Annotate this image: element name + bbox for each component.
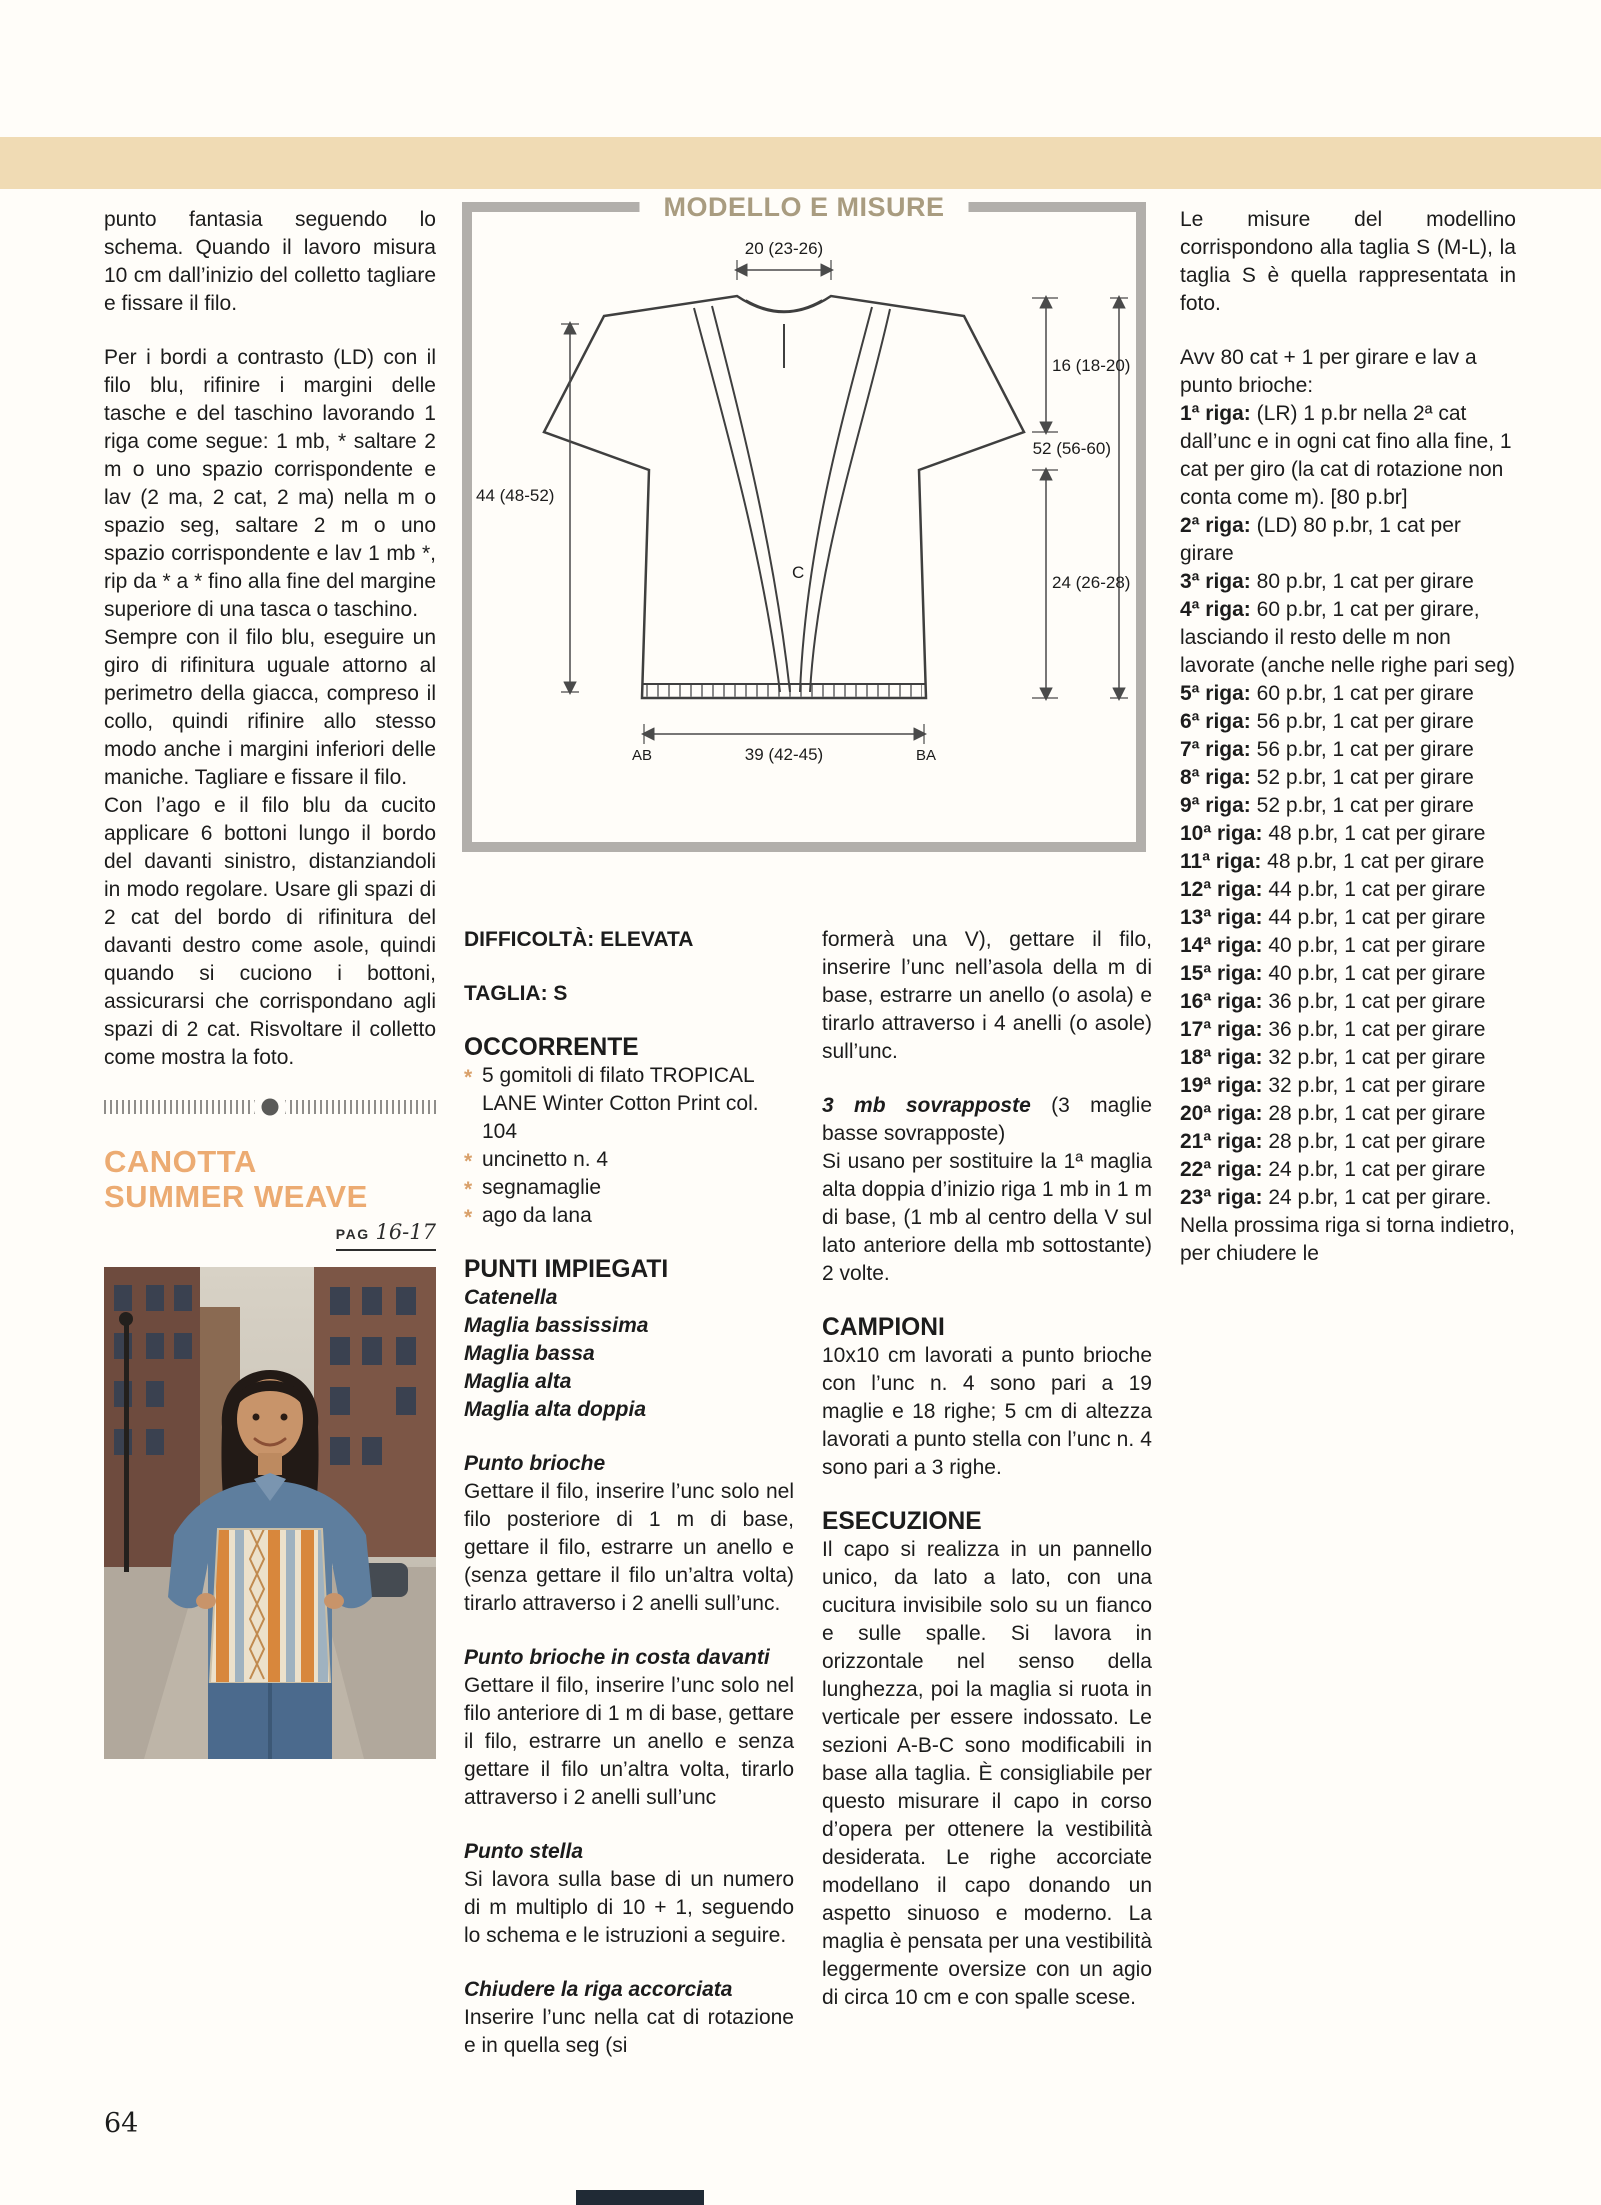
material-item: * 5 gomitoli di filato TROPICAL LANE Winter Cotton Print col. 104	[464, 1062, 794, 1146]
measure-left-label: 44 (48-52)	[476, 486, 555, 505]
row-instruction: 12ª riga: 44 p.br, 1 cat per girare	[1180, 878, 1486, 901]
row-instruction: 3ª riga: 80 p.br, 1 cat per girare	[1180, 570, 1474, 593]
diagram-title: MODELLO E MISURE	[639, 192, 968, 223]
column-3	[822, 926, 1152, 2012]
stitch-item: Maglia bassissima	[464, 1314, 649, 1337]
occorrente-heading: OCCORRENTE	[464, 1034, 639, 1061]
measurement-arrows	[561, 260, 1131, 744]
stitch-section-heading: Punto brioche	[464, 1452, 606, 1475]
pag-number: 16-17	[375, 1220, 436, 1244]
row-instruction: 7ª riga: 56 p.br, 1 cat per girare	[1180, 738, 1474, 761]
column-2	[464, 926, 794, 2060]
continuation-paragraph: formerà una V), gettare il filo, inserire l’unc nell’asola della m di base, estrarre un anello (o asola) e tirarlo attraverso i 4 anelli (o asole) sull’unc.	[822, 928, 1152, 1063]
paragraph: punto fantasia seguendo lo schema. Quando il lavoro misura 10 cm dall’inizio del colletto tagliare e fissare il filo.	[104, 208, 436, 315]
sovrapposte-body: Si usano per sostituire la 1ª maglia alta doppia d’inizio riga 1 mb in 1 m di base, (1 mb al centro della V sul lato anteriore della mb sottostante) 2 volte.	[822, 1150, 1152, 1285]
row-instruction: 2ª riga: (LD) 80 p.br, 1 cat per girare	[1180, 514, 1461, 565]
divider-dot	[262, 1099, 279, 1116]
row-instruction: 19ª riga: 32 p.br, 1 cat per girare	[1180, 1074, 1486, 1097]
section-c-label: C	[792, 563, 805, 582]
row-instruction: 16ª riga: 36 p.br, 1 cat per girare	[1180, 990, 1486, 1013]
bottom-page-bar	[576, 2190, 704, 2205]
stitch-section-body: Inserire l’unc nella cat di rotazione e in quella seg (si	[464, 2006, 794, 2057]
row-instruction: 10ª riga: 48 p.br, 1 cat per girare	[1180, 822, 1486, 845]
section-ab-label: AB	[631, 747, 653, 764]
row-instruction: 5ª riga: 60 p.br, 1 cat per girare	[1180, 682, 1474, 705]
measure-bottom-label: 39 (42-45)	[744, 745, 824, 764]
paragraph: Con l’ago e il filo blu da cucito applicare 6 bottoni lungo il bordo del davanti sinistro, distanziandoli in modo regolare. Usare gli spazi di 2 cat del bordo di rifinitura del davanti destro come asole, quindi quando si cuciono i bottoni, assicurarsi che corrispondano agli spazi di 2 cat. Risvoltare il colletto come mostra la foto.	[104, 794, 436, 1069]
sizes-intro: Le misure del modellino corrispondono alla taglia S (M-L), la taglia S è quella rappresentata in foto.	[1180, 208, 1516, 315]
measure-right-full-label: 52 (56-60)	[1032, 439, 1111, 458]
row-instructions	[1180, 400, 1516, 1212]
row-instruction: 18ª riga: 32 p.br, 1 cat per girare	[1180, 1046, 1486, 1069]
row-instruction: 14ª riga: 40 p.br, 1 cat per girare	[1180, 934, 1486, 957]
row-instruction: 13ª riga: 44 p.br, 1 cat per girare	[1180, 906, 1486, 929]
stitch-section	[464, 1838, 794, 1950]
feature-title-line2: SUMMER WEAVE	[104, 1179, 368, 1214]
material-item: * ago da lana	[464, 1202, 794, 1230]
stitch-section-body: Gettare il filo, inserire l’unc solo nel filo anteriore di 1 m di base, gettare il filo, estrarre un anello e senza gettare il filo un’altra volta, tirarlo attraverso i 2 anelli sull’unc	[464, 1674, 794, 1809]
stitch-section	[464, 1976, 794, 2060]
stitch-item: Maglia bassa	[464, 1342, 595, 1365]
row-instruction: 6ª riga: 56 p.br, 1 cat per girare	[1180, 710, 1474, 733]
feature-title	[104, 1144, 436, 1214]
model-measures-box	[462, 192, 1146, 852]
measure-right-lower-label: 24 (26-28)	[1052, 573, 1131, 592]
feature-title-line1: CANOTTA	[104, 1144, 257, 1179]
row-instruction: 23ª riga: 24 p.br, 1 cat per girare.	[1180, 1186, 1492, 1209]
difficulty-line: DIFFICOLTÀ: ELEVATA	[464, 928, 694, 951]
page-reference-wrap	[336, 1218, 436, 1251]
sovrapposte-heading: 3 mb sovrapposte	[822, 1094, 1031, 1117]
garment-seam-curves	[694, 306, 890, 692]
sovrapposte-rest: (3 maglie basse sovrapposte)	[822, 1094, 1152, 1145]
page-reference	[104, 1218, 436, 1251]
row-instruction: 22ª riga: 24 p.br, 1 cat per girare	[1180, 1158, 1486, 1181]
size-line: TAGLIA: S	[464, 982, 568, 1005]
campioni-heading: CAMPIONI	[822, 1314, 945, 1341]
paragraph: Per i bordi a contrasto (LD) con il filo blu, rifinire i margini delle tasche e del taschino lavorando 1 riga come segue: 1 mb, * saltare 2 m o uno spazio corrispondente e lav (2 ma, 2 cat, 2 ma) nella m o spazio seg, saltare 2 m o uno spazio corrispondente e lav 1 mb *, rip da * a * fino alla fine del margine superiore di una tasca o taschino.	[104, 346, 436, 621]
material-item: * segnamaglie	[464, 1174, 794, 1202]
column-4	[1180, 206, 1516, 1268]
stitch-sections	[464, 1450, 794, 2060]
material-item: * uncinetto n. 4	[464, 1146, 794, 1174]
feature-photo	[104, 1267, 436, 1759]
measure-right-upper-label: 16 (18-20)	[1052, 356, 1131, 375]
stitch-section-body: Si lavora sulla base di un numero di m multiplo di 10 + 1, seguendo lo schema e le istruzioni a seguire.	[464, 1868, 794, 1947]
top-decorative-band	[0, 137, 1601, 189]
row-instruction: 17ª riga: 36 p.br, 1 cat per girare	[1180, 1018, 1486, 1041]
row-instruction: 8ª riga: 52 p.br, 1 cat per girare	[1180, 766, 1474, 789]
page-number: 64	[104, 2108, 139, 2139]
stitch-section	[464, 1450, 794, 1618]
row-instruction: 4ª riga: 60 p.br, 1 cat per girare, lasciando il resto delle m non lavorate (anche nelle righe pari seg)	[1180, 598, 1516, 677]
stitches-list	[464, 1284, 794, 1424]
esecuzione-body: Il capo si realizza in un pannello unico, da lato a lato, con una cucitura invisibile solo su un fianco e sulle spalle. Si lavora in orizzontale nel senso della lunghezza, poi la maglia si ruota in verticale per essere indossato. Le sezioni A-B-C sono modificabili in base alla taglia. È consigliabile per questo misurare il capo in corso d’opera per ottenere la vestibilità desiderata. Le righe accorciate modellano il capo donando un aspetto sinuoso e moderno. La maglia è pensata per una vestibilità leggermente oversize con un agio di circa 10 cm e con spalle scese.	[822, 1538, 1152, 2009]
punti-heading: PUNTI IMPIEGATI	[464, 1256, 669, 1283]
cast-on-line: Avv 80 cat + 1 per girare e lav a punto brioche:	[1180, 346, 1477, 397]
row-instruction: 15ª riga: 40 p.br, 1 cat per girare	[1180, 962, 1486, 985]
stitch-section-heading: Chiudere la riga accorciata	[464, 1978, 733, 2001]
stitch-section-heading: Punto stella	[464, 1840, 584, 1863]
campioni-body: 10x10 cm lavorati a punto brioche con l’unc n. 4 sono pari a 19 maglie e 18 righe; 5 cm di altezza lavorati a punto stella con l’unc n. 4 sono pari a 3 righe.	[822, 1344, 1152, 1479]
section-ba-label: BA	[915, 747, 937, 764]
stitch-item: Maglia alta	[464, 1370, 572, 1393]
row-instruction: 1ª riga: (LR) 1 p.br nella 2ª cat dall’unc e in ogni cat fino alla fine, 1 cat per giro (la cat di rotazione non conta come m). [80 p.br]	[1180, 402, 1512, 509]
instruction-paragraphs	[104, 206, 436, 1072]
paragraph: Sempre con il filo blu, eseguire un giro di rifinitura uguale attorno al perimetro della giacca, compreso il collo, quindi rifinire allo stesso modo anche i margini inferiori delle maniche. Tagliare e fissare il filo.	[104, 626, 436, 789]
pag-label: PAG	[335, 1226, 370, 1242]
section-divider	[104, 1100, 436, 1114]
row-instruction: 9ª riga: 52 p.br, 1 cat per girare	[1180, 794, 1474, 817]
stitch-item: Maglia alta doppia	[464, 1398, 647, 1421]
measure-top-label: 20 (23-26)	[744, 239, 824, 258]
sovrapposte-paragraph	[822, 1092, 1152, 1148]
esecuzione-heading: ESECUZIONE	[822, 1508, 982, 1535]
row-instruction: 20ª riga: 28 p.br, 1 cat per girare	[1180, 1102, 1486, 1125]
row-instruction: 11ª riga: 48 p.br, 1 cat per girare	[1180, 850, 1485, 873]
closing-line: Nella prossima riga si torna indietro, per chiudere le	[1180, 1214, 1515, 1265]
stitch-section-body: Gettare il filo, inserire l’unc solo nel filo posteriore di 1 m di base, gettare il filo, estrarre un anello e (senza gettare il filo un’altra volta) tirarlo attraverso i 2 anelli sull’unc.	[464, 1480, 794, 1615]
materials-list	[464, 1062, 794, 1230]
stitch-item: Catenella	[464, 1286, 558, 1309]
garment-schematic	[474, 236, 1134, 796]
stitch-section	[464, 1644, 794, 1812]
column-1	[104, 206, 436, 1759]
stitch-section-heading: Punto brioche in costa davanti	[464, 1646, 770, 1669]
row-instruction: 21ª riga: 28 p.br, 1 cat per girare	[1180, 1130, 1486, 1153]
